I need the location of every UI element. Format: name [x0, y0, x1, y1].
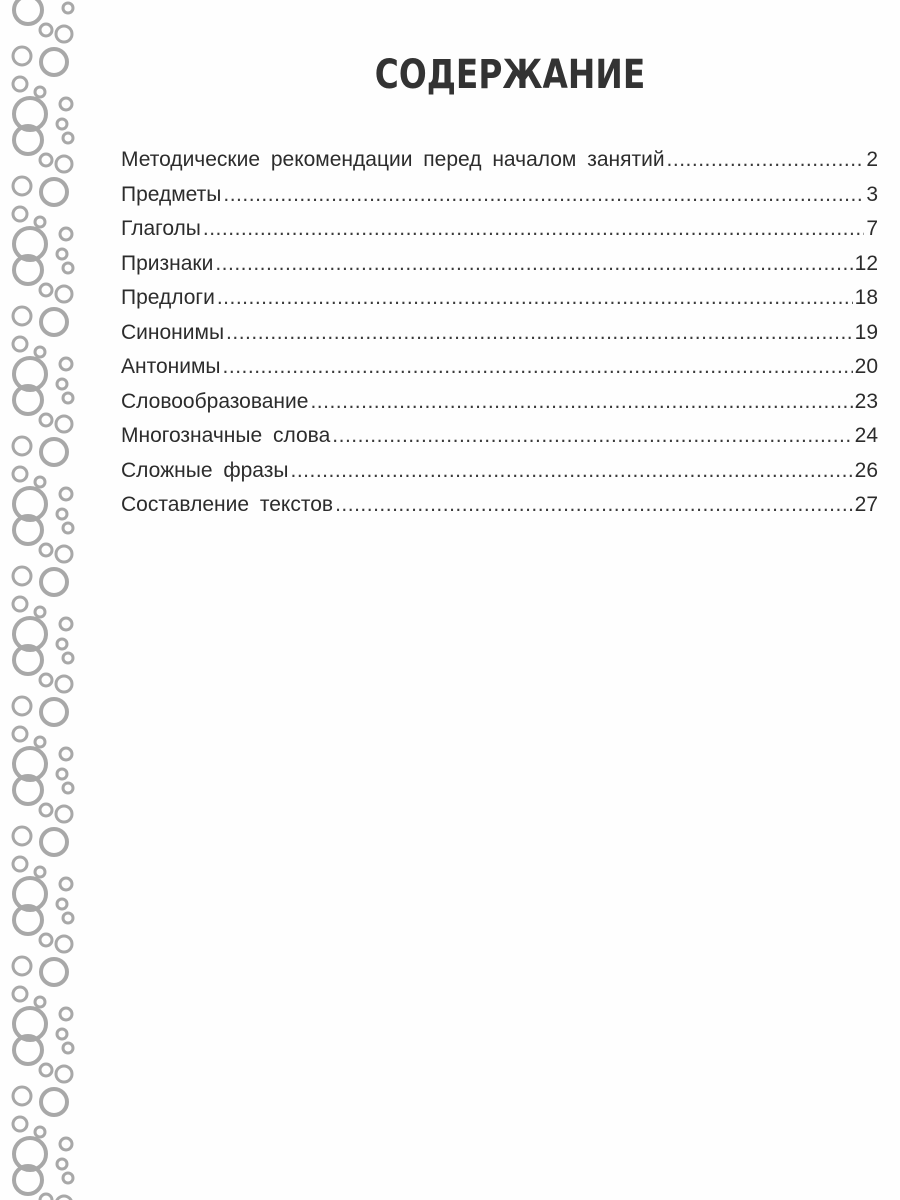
bubble-ring	[57, 899, 67, 909]
bubble-ring	[60, 358, 72, 370]
bubble-ring	[57, 1159, 67, 1169]
bubble-ring	[40, 1064, 52, 1076]
toc-entry-label: Методические рекомендации перед началом занятий	[121, 148, 665, 171]
bubble-ring	[13, 727, 27, 741]
bubble-ring	[40, 24, 52, 36]
toc-entry[interactable]	[121, 459, 878, 494]
bubble-ring	[63, 913, 73, 923]
bubble-ring	[60, 98, 72, 110]
bubble-circles-icon	[0, 0, 80, 1200]
toc-dot-leader	[310, 390, 852, 414]
bubble-ring	[56, 1196, 72, 1200]
bubble-ring	[13, 47, 31, 65]
toc-entry-label: Составление текстов	[121, 493, 334, 516]
bubble-ring	[57, 639, 67, 649]
toc-entry-label: Словообразование	[121, 389, 309, 413]
toc-entry-label: Признаки	[121, 251, 214, 275]
bubble-ring	[41, 179, 67, 205]
toc-page-number: 7	[866, 217, 878, 240]
bubble-ring	[13, 697, 31, 715]
bubble-ring	[13, 1087, 31, 1105]
bubble-ring	[56, 1066, 72, 1082]
toc-entry-label: Глаголы	[121, 217, 201, 240]
bubble-ring	[40, 154, 52, 166]
bubble-ring	[40, 804, 52, 816]
bubble-ring	[57, 119, 67, 129]
bubble-ring	[56, 546, 72, 562]
toc-entry-label: Многозначные слова	[121, 424, 331, 447]
bubble-ring	[41, 439, 67, 465]
toc-dot-leader	[217, 286, 853, 310]
bubble-ring	[13, 307, 31, 325]
toc-entry-label: Антонимы	[121, 355, 221, 378]
bubble-ring	[35, 347, 45, 357]
toc-dot-leader	[203, 217, 864, 241]
bubble-ring	[41, 569, 67, 595]
toc-entry[interactable]	[121, 390, 878, 425]
bubble-ring	[13, 337, 27, 351]
toc-page-number: 20	[854, 355, 878, 378]
toc-page-number: 24	[854, 424, 878, 447]
toc-page-number: 3	[866, 182, 878, 206]
toc-entry[interactable]	[121, 493, 878, 528]
toc-entry-label: Синонимы	[121, 320, 225, 344]
toc-dot-leader	[215, 252, 852, 276]
bubble-ring	[60, 878, 72, 890]
toc-dot-leader	[332, 424, 852, 448]
bubble-ring	[57, 249, 67, 259]
toc-page-number: 26	[854, 458, 878, 482]
toc-dot-leader	[223, 183, 864, 207]
bubble-ring	[40, 284, 52, 296]
bubble-ring	[35, 607, 45, 617]
bubble-ring	[13, 177, 31, 195]
toc-dot-leader	[290, 459, 852, 483]
bubble-ring	[41, 829, 67, 855]
toc-dot-leader	[223, 355, 853, 379]
bubble-ring	[63, 133, 73, 143]
bubble-ring	[57, 769, 67, 779]
bubble-ring	[40, 934, 52, 946]
bubble-ring	[56, 286, 72, 302]
bubble-ring	[57, 509, 67, 519]
bubble-ring	[40, 1194, 52, 1200]
bubble-ring	[13, 957, 31, 975]
bubble-ring	[35, 997, 45, 1007]
bubble-ring	[63, 1043, 73, 1053]
bubble-ring	[60, 618, 72, 630]
toc-entry[interactable]	[121, 286, 878, 321]
bubble-ring	[63, 393, 73, 403]
bubble-ring	[41, 699, 67, 725]
toc-entry-label: Предлоги	[121, 286, 215, 309]
toc-entry[interactable]	[121, 217, 878, 252]
toc-dot-leader	[335, 493, 853, 517]
bubble-ring	[56, 26, 72, 42]
bubble-ring	[63, 653, 73, 663]
toc-page-number: 18	[854, 286, 878, 309]
bubble-ring	[57, 379, 67, 389]
bubble-ring	[35, 737, 45, 747]
bubble-ring	[56, 806, 72, 822]
bubble-ring	[13, 987, 27, 1001]
toc-page-number: 19	[854, 320, 878, 344]
toc-dot-leader	[667, 148, 865, 172]
toc-entry[interactable]	[121, 355, 878, 390]
toc-entry-label: Предметы	[121, 182, 222, 206]
bubble-ring	[14, 0, 42, 24]
bubble-ring	[60, 1008, 72, 1020]
bubble-ring	[41, 1089, 67, 1115]
bubble-ring	[40, 544, 52, 556]
bubble-ring	[35, 217, 45, 227]
bubble-ring	[56, 156, 72, 172]
bubble-ring	[63, 523, 73, 533]
bubble-ring	[56, 676, 72, 692]
bubble-ring	[60, 1138, 72, 1150]
toc-entry[interactable]	[121, 148, 878, 183]
bubble-ring	[13, 437, 31, 455]
bubble-ring	[13, 207, 27, 221]
bubble-ring	[13, 567, 31, 585]
bubble-ring	[60, 488, 72, 500]
toc-page-number: 23	[854, 389, 878, 413]
toc-dot-leader	[226, 321, 853, 345]
decorative-bubble-border	[0, 0, 80, 1200]
bubble-ring	[35, 477, 45, 487]
bubble-ring	[13, 827, 31, 845]
toc-entry[interactable]	[121, 424, 878, 459]
bubble-ring	[63, 263, 73, 273]
bubble-ring	[35, 867, 45, 877]
toc-page-number: 27	[854, 493, 878, 516]
bubble-ring	[60, 228, 72, 240]
bubble-ring	[41, 49, 67, 75]
bubble-ring	[57, 1029, 67, 1039]
bubble-ring	[13, 1117, 27, 1131]
bubble-ring	[40, 414, 52, 426]
toc-entry[interactable]	[121, 252, 878, 287]
bubble-ring	[60, 748, 72, 760]
bubble-ring	[56, 936, 72, 952]
bubble-ring	[41, 959, 67, 985]
toc-page-number: 2	[866, 148, 878, 171]
bubble-ring	[35, 1127, 45, 1137]
bubble-ring	[63, 3, 73, 13]
bubble-ring	[41, 309, 67, 335]
bubble-ring	[56, 416, 72, 432]
bubble-ring	[63, 783, 73, 793]
bubble-ring	[13, 857, 27, 871]
bubble-ring	[63, 1173, 73, 1183]
bubble-ring	[40, 674, 52, 686]
bubble-ring	[13, 77, 27, 91]
bubble-ring	[13, 467, 27, 481]
bubble-ring	[35, 87, 45, 97]
toc-page-number: 12	[854, 251, 878, 275]
page-title: СОДЕРЖАНИЕ	[374, 52, 646, 98]
bubble-ring	[13, 597, 27, 611]
toc-entry-label: Сложные фразы	[121, 458, 289, 482]
toc-entry[interactable]	[121, 321, 878, 356]
toc-entry[interactable]	[121, 183, 878, 218]
table-of-contents	[121, 148, 878, 528]
